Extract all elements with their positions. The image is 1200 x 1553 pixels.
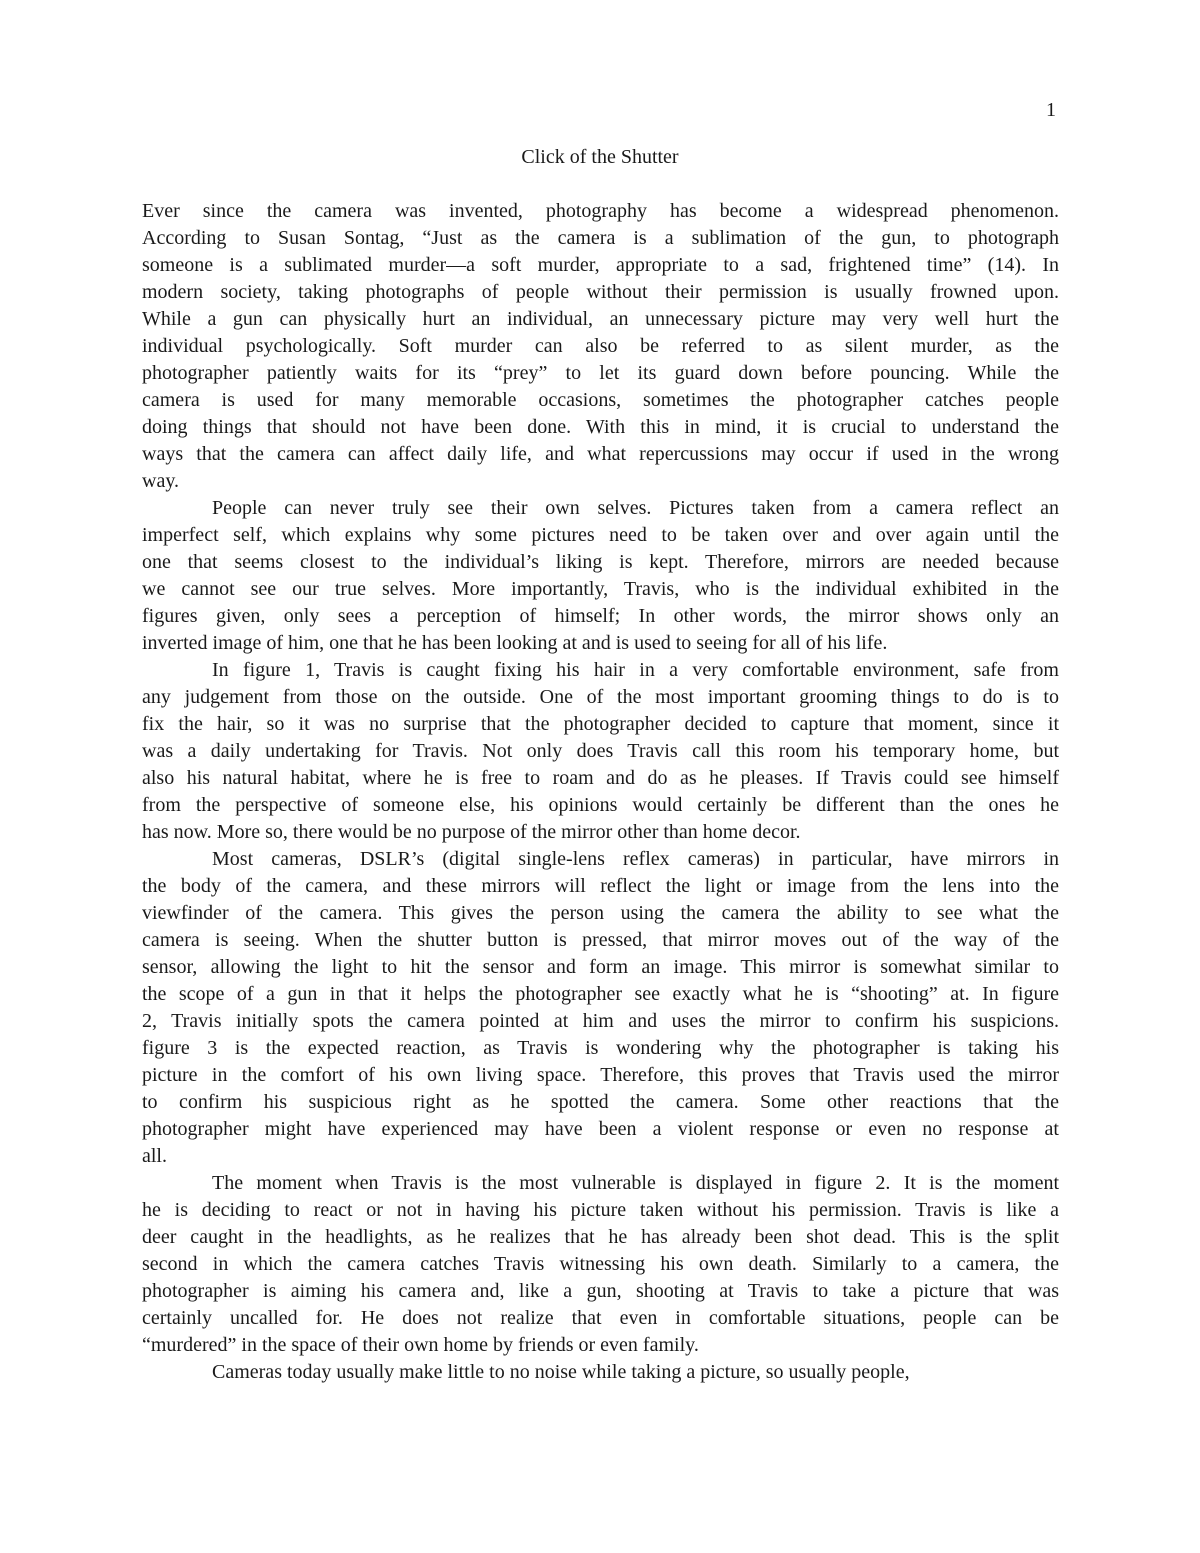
- paragraph: [142, 846, 1059, 1170]
- paragraph-line: deer caught in the headlights, as he realizes that he has already been shot dead. This is the split: [142, 1226, 1059, 1248]
- paragraph-line: also his natural habitat, where he is free to roam and do as he pleases. If Travis could see himself: [142, 767, 1059, 789]
- paragraph-line: In figure 1, Travis is caught fixing his hair in a very comfortable environment, safe from: [212, 659, 1059, 681]
- paragraph-line: any judgement from those on the outside. One of the most important grooming things to do is to: [142, 686, 1059, 708]
- paragraph-line: While a gun can physically hurt an individual, an unnecessary picture may very well hurt the: [142, 308, 1059, 330]
- paragraph-line: from the perspective of someone else, his opinions would certainly be different than the ones he: [142, 794, 1059, 816]
- paragraph-line: 2, Travis initially spots the camera pointed at him and uses the mirror to confirm his suspicions.: [142, 1010, 1059, 1032]
- paragraph-line: Most cameras, DSLR’s (digital single-lens reflex cameras) in particular, have mirrors in: [212, 848, 1059, 870]
- paragraph-line: “murdered” in the space of their own home by friends or even family.: [142, 1334, 699, 1356]
- paragraph-line: we cannot see our true selves. More importantly, Travis, who is the individual exhibited in the: [142, 578, 1059, 600]
- paragraph-line: ways that the camera can affect daily life, and what repercussions may occur if used in the wrong: [142, 443, 1059, 465]
- paragraph-line: People can never truly see their own selves. Pictures taken from a camera reflect an: [212, 497, 1059, 519]
- paragraph-line: According to Susan Sontag, “Just as the camera is a sublimation of the gun, to photograph: [142, 227, 1059, 249]
- paragraph: [142, 1359, 1059, 1386]
- paragraph-line: second in which the camera catches Travis witnessing his own death. Similarly to a camera, the: [142, 1253, 1059, 1275]
- paragraph-line: certainly uncalled for. He does not realize that even in comfortable situations, people can be: [142, 1307, 1059, 1329]
- document-body: [142, 198, 1059, 1386]
- paragraph-line: was a daily undertaking for Travis. Not only does Travis call this room his temporary home, but: [142, 740, 1059, 762]
- paragraph-line: the scope of a gun in that it helps the photographer see exactly what he is “shooting” at. In figure: [142, 983, 1059, 1005]
- paragraph-line: photographer might have experienced may have been a violent response or even no response at: [142, 1118, 1059, 1140]
- paragraph-line: picture in the comfort of his own living space. Therefore, this proves that Travis used the mirror: [142, 1064, 1059, 1086]
- paragraph-line: to confirm his suspicious right as he spotted the camera. Some other reactions that the: [142, 1091, 1059, 1113]
- paragraph-line: camera is used for many memorable occasions, sometimes the photographer catches people: [142, 389, 1059, 411]
- paragraph: [142, 657, 1059, 846]
- paragraph-line: one that seems closest to the individual’s liking is kept. Therefore, mirrors are needed because: [142, 551, 1059, 573]
- paragraph-line: Cameras today usually make little to no noise while taking a picture, so usually people,: [212, 1361, 910, 1383]
- paragraph-line: Ever since the camera was invented, photography has become a widespread phenomenon.: [142, 200, 1059, 222]
- paragraph-line: imperfect self, which explains why some pictures need to be taken over and over again until the: [142, 524, 1059, 546]
- page-number: 1: [1046, 99, 1056, 121]
- paragraph-line: he is deciding to react or not in having his picture taken without his permission. Travis is like a: [142, 1199, 1059, 1221]
- paragraph-line: viewfinder of the camera. This gives the person using the camera the ability to see what the: [142, 902, 1059, 924]
- paragraph-line: someone is a sublimated murder—a soft murder, appropriate to a sad, frightened time” (14). In: [142, 254, 1059, 276]
- paragraph-line: modern society, taking photographs of people without their permission is usually frowned upon.: [142, 281, 1059, 303]
- paragraph-line: individual psychologically. Soft murder can also be referred to as silent murder, as the: [142, 335, 1059, 357]
- paragraph-line: figures given, only sees a perception of himself; In other words, the mirror shows only an: [142, 605, 1059, 627]
- paragraph-line: fix the hair, so it was no surprise that the photographer decided to capture that moment, since it: [142, 713, 1059, 735]
- paragraph: [142, 495, 1059, 657]
- paragraph-line: has now. More so, there would be no purpose of the mirror other than home decor.: [142, 821, 801, 843]
- paragraph-line: photographer patiently waits for its “prey” to let its guard down before pouncing. While the: [142, 362, 1059, 384]
- paragraph-line: sensor, allowing the light to hit the sensor and form an image. This mirror is somewhat similar to: [142, 956, 1059, 978]
- paragraph-line: the body of the camera, and these mirrors will reflect the light or image from the lens into the: [142, 875, 1059, 897]
- paragraph: [142, 1170, 1059, 1359]
- paragraph-line: figure 3 is the expected reaction, as Travis is wondering why the photographer is taking his: [142, 1037, 1059, 1059]
- paragraph-line: camera is seeing. When the shutter button is pressed, that mirror moves out of the way of the: [142, 929, 1059, 951]
- paragraph-line: The moment when Travis is the most vulnerable is displayed in figure 2. It is the moment: [212, 1172, 1059, 1194]
- paragraph-line: way.: [142, 470, 180, 492]
- paragraph-line: all.: [142, 1145, 167, 1167]
- paragraph-line: inverted image of him, one that he has been looking at and is used to seeing for all of his life.: [142, 632, 888, 654]
- paragraph: [142, 198, 1059, 495]
- paragraph-line: photographer is aiming his camera and, like a gun, shooting at Travis to take a picture that was: [142, 1280, 1059, 1302]
- document-title: Click of the Shutter: [521, 146, 679, 168]
- paragraph-line: doing things that should not have been done. With this in mind, it is crucial to understand the: [142, 416, 1059, 438]
